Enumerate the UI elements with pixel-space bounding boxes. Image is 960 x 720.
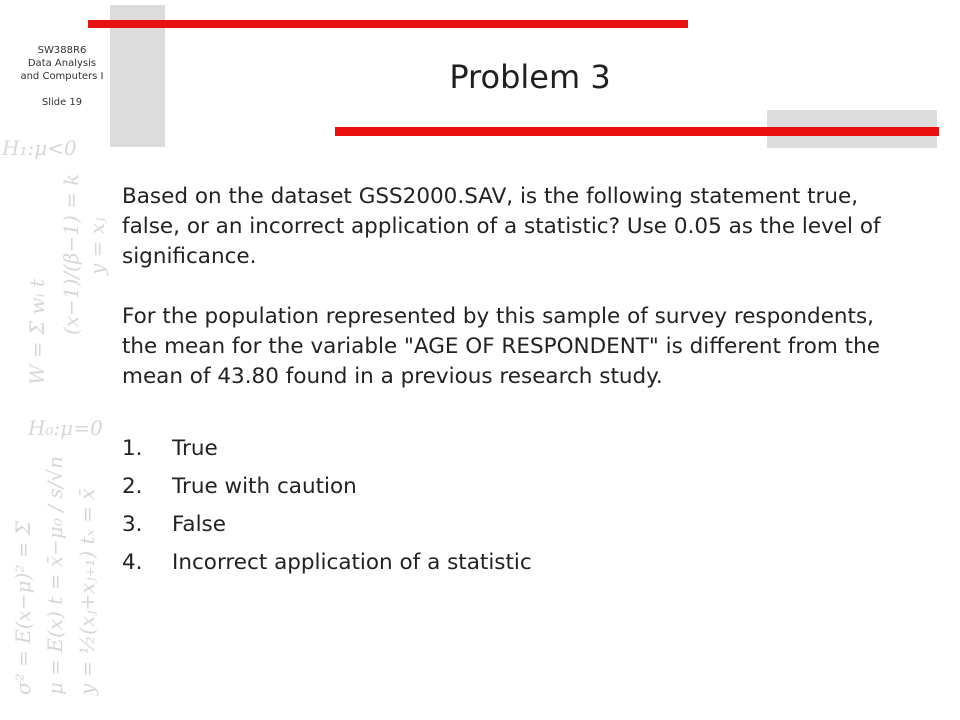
slide-number: Slide 19 bbox=[41, 97, 83, 108]
answer-option bbox=[122, 430, 892, 468]
option-number: 2. bbox=[122, 474, 143, 499]
math-formulas-watermark-icon bbox=[0, 135, 112, 715]
option-number: 3. bbox=[122, 512, 143, 537]
statement-paragraph: For the population represented by this sample of survey respondents, the mean for the variable "AGE OF RESPONDENT" is different from the mean of 43.80 found in a previous research study. bbox=[122, 304, 880, 389]
answer-option bbox=[122, 506, 892, 544]
svg-text:H₁:μ<0: H₁:μ<0 bbox=[2, 136, 77, 160]
slide-title: Problem 3 bbox=[449, 58, 611, 96]
svg-text:y = ½(xⱼ+xⱼ₊₁) tₓ = x̄: y = ½(xⱼ+xⱼ₊₁) tₓ = x̄ bbox=[75, 488, 99, 695]
option-label: True with caution bbox=[172, 474, 357, 499]
answer-option bbox=[122, 544, 892, 582]
option-label: False bbox=[172, 512, 226, 537]
decorative-red-bar-middle bbox=[335, 127, 939, 136]
svg-text:H₀:μ=0: H₀:μ=0 bbox=[28, 416, 103, 440]
course-title-line1: Data Analysis bbox=[27, 58, 97, 69]
svg-text:σ² = E(x−μ)² = Σ: σ² = E(x−μ)² = Σ bbox=[11, 520, 35, 695]
svg-text:W = Σ wᵢ t: W = Σ wᵢ t bbox=[25, 278, 49, 385]
decorative-red-bar-top bbox=[88, 20, 688, 28]
option-number: 1. bbox=[122, 436, 143, 461]
answer-options-list bbox=[122, 430, 892, 582]
question-paragraph: Based on the dataset GSS2000.SAV, is the following statement true, false, or an incorrect application of a statistic? Use 0.05 as the level of significance. bbox=[122, 184, 881, 269]
course-label bbox=[0, 44, 124, 109]
svg-text:μ = E(x) t = x̄−μ₀ / s/√n: μ = E(x) t = x̄−μ₀ / s/√n bbox=[43, 456, 67, 695]
option-label: True bbox=[172, 436, 218, 461]
svg-text:y = xⱼ: y = xⱼ bbox=[85, 217, 109, 275]
course-code: SW388R6 bbox=[37, 45, 87, 56]
answer-option bbox=[122, 468, 892, 506]
option-number: 4. bbox=[122, 550, 143, 575]
course-title-line2: and Computers I bbox=[20, 71, 104, 82]
option-label: Incorrect application of a statistic bbox=[172, 550, 532, 575]
svg-text:(x−1)/(β−1) = k: (x−1)/(β−1) = k bbox=[59, 173, 83, 335]
slide-content bbox=[122, 182, 892, 582]
